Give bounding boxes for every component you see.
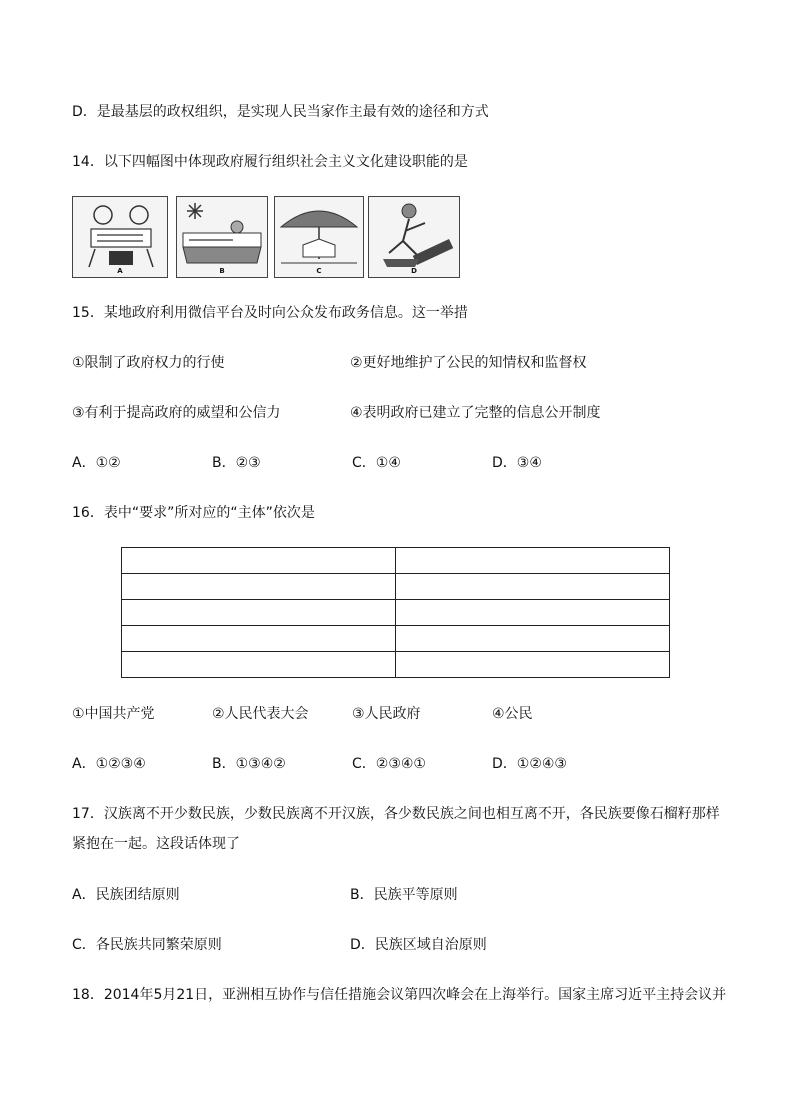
q15-statement-4: ④表明政府已建立了完整的信息公开制度 [350,405,601,421]
cartoon-c-label: C [316,267,322,275]
table-row [122,652,670,678]
table-row [122,626,670,652]
q15-option-b[interactable]: B．②③ [212,455,261,471]
cartoon-a-label: A [117,267,123,275]
cartoon-d [368,196,460,278]
table-cell [122,626,396,652]
cartoon-d-drawing [369,197,459,277]
table-cell [396,600,670,626]
cartoon-b-label: B [219,267,225,275]
table-row [122,574,670,600]
q13-option-d: D．是最基层的政权组织，是实现人民当家作主最有效的途径和方式 [72,104,489,120]
q14-stem: 14．以下四幅图中体现政府履行组织社会主义文化建设职能的是 [72,154,468,170]
q17-stem-line-2: 紧抱在一起。这段话体现了 [72,836,240,852]
q17-option-c[interactable]: C．各民族共同繁荣原则 [72,937,222,953]
q16-requirement-table [121,547,670,678]
q16-statement-1: ①中国共产党 [72,706,155,722]
q15-option-d[interactable]: D．③④ [492,455,542,471]
q16-statement-4: ④公民 [492,706,533,722]
table-cell [122,600,396,626]
q17-option-d[interactable]: D．民族区域自治原则 [350,937,487,953]
cartoon-d-label: D [411,267,417,275]
table-cell [396,626,670,652]
cartoon-c-drawing [275,197,363,277]
q15-option-c[interactable]: C．①④ [352,455,401,471]
q16-statement-2: ②人民代表大会 [212,706,309,722]
table-cell [122,652,396,678]
q15-statement-3: ③有利于提高政府的威望和公信力 [72,405,281,421]
table-row [122,548,670,574]
q17-option-b[interactable]: B．民族平等原则 [350,887,458,903]
q16-option-b[interactable]: B．①③④② [212,756,286,772]
table-row [122,600,670,626]
q16-option-a[interactable]: A．①②③④ [72,756,146,772]
q17-option-a[interactable]: A．民族团结原则 [72,887,180,903]
cartoon-a-drawing [73,197,167,277]
q15-stem: 15．某地政府利用微信平台及时向公众发布政务信息。这一举措 [72,305,468,321]
q16-option-d[interactable]: D．①②④③ [492,756,567,772]
q17-stem-line-1: 17．汉族离不开少数民族，少数民族离不开汉族，各少数民族之间也相互离不开，各民族要像石榴籽那样 [72,806,720,822]
table-cell [396,548,670,574]
q14-cartoon-strip [72,196,462,278]
q16-statement-3: ③人民政府 [352,706,421,722]
cartoon-a [72,196,168,278]
q15-option-a[interactable]: A．①② [72,455,121,471]
cartoon-c [274,196,364,278]
q16-stem: 16．表中“要求”所对应的“主体”依次是 [72,505,315,521]
cartoon-b [176,196,268,278]
table-cell [396,652,670,678]
table-cell [122,548,396,574]
q15-statement-1: ①限制了政府权力的行使 [72,355,225,371]
table-cell [396,574,670,600]
q16-option-c[interactable]: C．②③④① [352,756,426,772]
q18-stem-line-1: 18．2014年5月21日，亚洲相互协作与信任措施会议第四次峰会在上海举行。国家主席习近平主持会议并 [72,987,727,1003]
q15-statement-2: ②更好地维护了公民的知情权和监督权 [350,355,587,371]
cartoon-b-drawing [177,197,267,277]
table-cell [122,574,396,600]
